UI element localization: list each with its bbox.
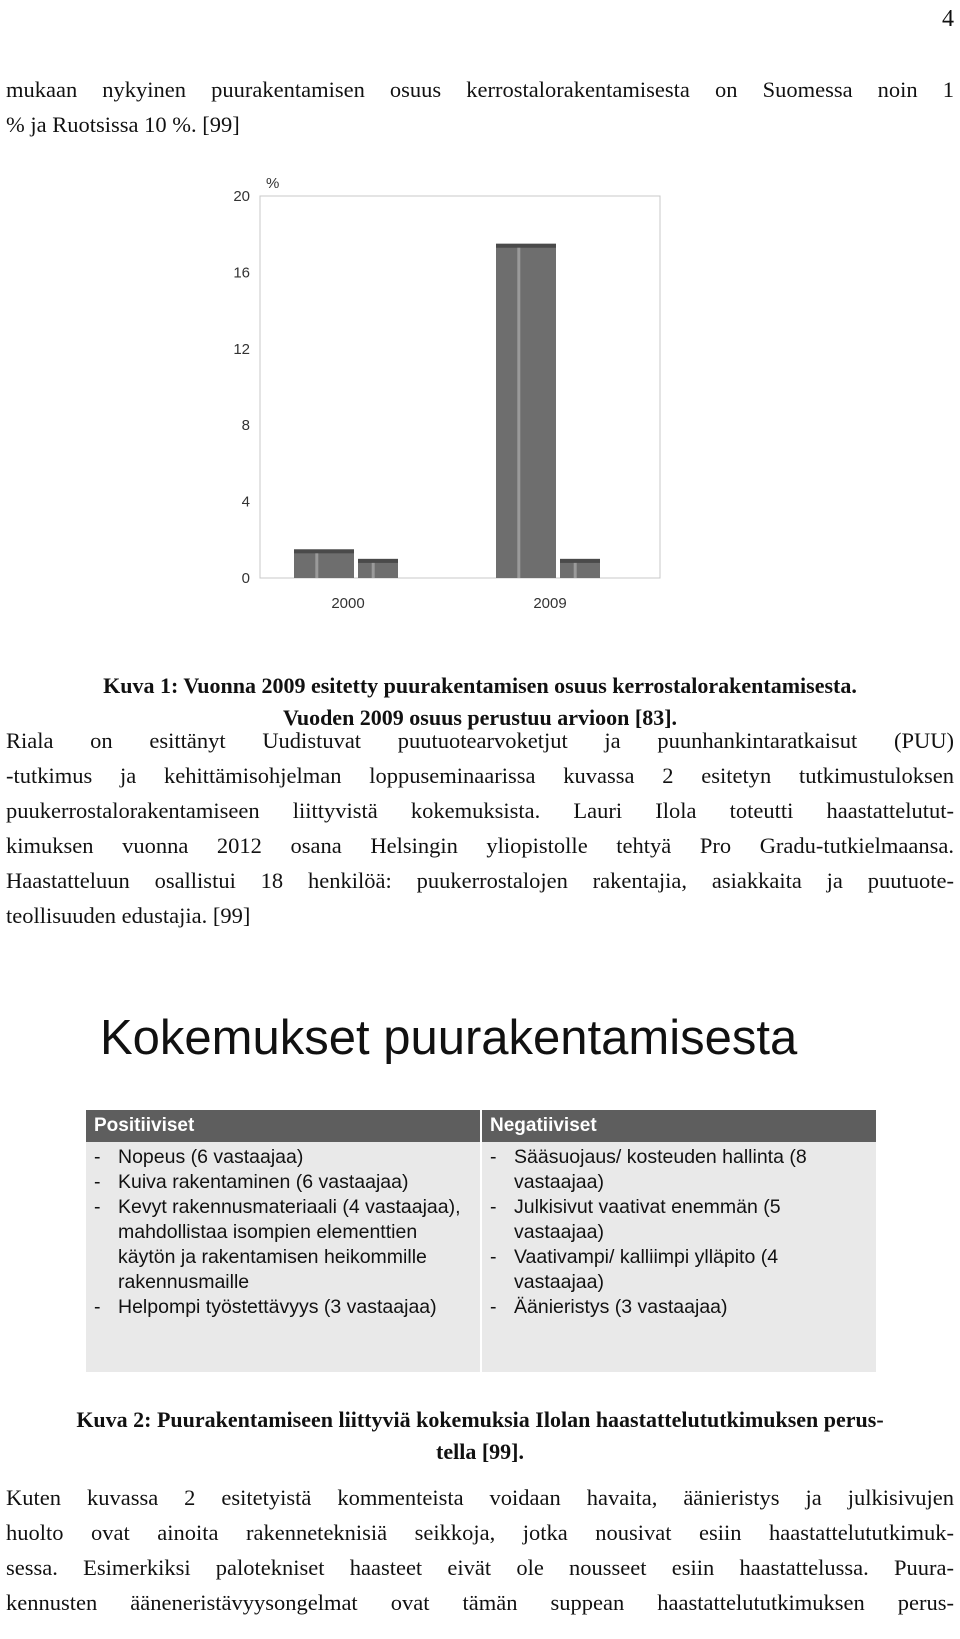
paragraph-intro bbox=[6, 72, 954, 142]
x-tick-label: 2009 bbox=[533, 595, 567, 612]
text-line: -tutkimus ja kehittämisohjelman loppuseminaarissa kuvassa 2 esitetyn tutkimustuloksen bbox=[6, 763, 954, 788]
list-item: - Nopeus (6 vastaajaa) bbox=[90, 1145, 476, 1170]
list-item: - Vaativampi/ kalliimpi ylläpito (4 vastaajaa) bbox=[486, 1245, 872, 1295]
y-tick-label: 8 bbox=[241, 417, 250, 435]
text-line: puukerrostalorakentamiseen liittyvistä kokemuksista. Lauri Ilola toteutti haastattelutut- bbox=[6, 798, 954, 823]
positive-list bbox=[90, 1145, 476, 1320]
list-item: - Kuiva rakentaminen (6 vastaajaa) bbox=[90, 1170, 476, 1195]
list-item: - Kevyt rakennusmateriaali (4 vastaajaa), mahdollistaa isompien elementtien käytön ja rakentamisen heikommille rakennusmaille bbox=[90, 1195, 476, 1295]
paragraph-riala bbox=[6, 723, 954, 933]
caption-line: tella [99]. bbox=[436, 1439, 524, 1464]
y-tick-label: 0 bbox=[241, 570, 250, 587]
text-line: sessa. Esimerkiksi palotekniset haasteet eivät ole nousseet esiin haastattelussa. Puura- bbox=[6, 1555, 954, 1580]
list-item: - Helpompi työstettävyys (3 vastaajaa) bbox=[90, 1295, 476, 1320]
caption-line: Kuva 1: Vuonna 2009 esitetty puurakentamisen osuus kerrostalorakentamisesta. bbox=[103, 673, 857, 698]
text-line: Riala on esittänyt Uudistuvat puutuotearvoketjut ja puunhankintaratkaisut (PUU) bbox=[6, 728, 954, 753]
y-tick-label: 20 bbox=[233, 188, 250, 205]
positive-body bbox=[86, 1142, 480, 1372]
list-item: - Julkisivut vaativat enemmän (5 vastaajaa) bbox=[486, 1195, 872, 1245]
plot-frame bbox=[260, 196, 660, 578]
text-line: kimuksen vuonna 2012 osana Helsingin yliopistolle tehtyä Pro Gradu-tutkielmaansa. bbox=[6, 833, 954, 858]
text-line: Kuten kuvassa 2 esitetyistä kommenteista voidaan havaita, äänieristys ja julkisivujen bbox=[6, 1485, 954, 1510]
bar-top-edge bbox=[358, 559, 398, 563]
negative-column bbox=[480, 1110, 876, 1372]
list-item: - Äänieristys (3 vastaajaa) bbox=[486, 1295, 872, 1320]
bar-top-edge bbox=[496, 244, 556, 248]
bar bbox=[496, 244, 556, 578]
text-line: huolto ovat ainoita rakenneteknisiä seikkoja, jotka nousivat esiin haastattelututkimuk- bbox=[6, 1520, 954, 1545]
text-line: mukaan nykyinen puurakentamisen osuus kerrostalorakentamisesta on Suomessa noin 1 bbox=[6, 77, 954, 102]
negative-list bbox=[486, 1145, 872, 1320]
positive-header: Positiiviset bbox=[86, 1110, 480, 1142]
caption-line: Kuva 2: Puurakentamiseen liittyviä kokemuksia Ilolan haastattelututkimuksen perus- bbox=[76, 1407, 884, 1432]
text-line: kennusten ääneneristävyysongelmat ovat tämän suppean haastattelututkimuksen perus- bbox=[6, 1590, 954, 1615]
negative-body bbox=[482, 1142, 876, 1372]
bar-chart bbox=[220, 170, 680, 640]
experience-figure bbox=[86, 1010, 876, 1375]
bar bbox=[294, 549, 354, 578]
negative-header: Negatiiviset bbox=[482, 1110, 876, 1142]
figure-title: Kokemukset puurakentamisesta bbox=[100, 1011, 798, 1065]
bar-chart-svg bbox=[220, 170, 680, 640]
unit-label: % bbox=[266, 175, 280, 192]
paragraph-conclusion bbox=[6, 1480, 954, 1620]
y-tick-label: 16 bbox=[233, 264, 250, 282]
y-tick-label: 4 bbox=[241, 493, 250, 511]
bar-top-edge bbox=[560, 559, 600, 563]
experience-table bbox=[86, 1110, 876, 1372]
text-line: teollisuuden edustajia. [99] bbox=[6, 903, 251, 928]
caption-line: Vuoden 2009 osuus perustuu arvioon [83]. bbox=[282, 705, 678, 730]
page-number: 4 bbox=[942, 6, 954, 32]
figure-caption-2 bbox=[0, 1404, 960, 1468]
text-line: % ja Ruotsissa 10 %. [99] bbox=[6, 112, 240, 137]
y-tick-label: 12 bbox=[233, 340, 250, 358]
list-item: - Sääsuojaus/ kosteuden hallinta (8 vastaajaa) bbox=[486, 1145, 872, 1195]
positive-column bbox=[86, 1110, 480, 1372]
x-tick-label: 2000 bbox=[331, 595, 365, 612]
bar-top-edge bbox=[294, 549, 354, 553]
text-line: Haastatteluun osallistui 18 henkilöä: puukerrostalojen rakentajia, asiakkaita ja puutuote- bbox=[6, 868, 954, 893]
